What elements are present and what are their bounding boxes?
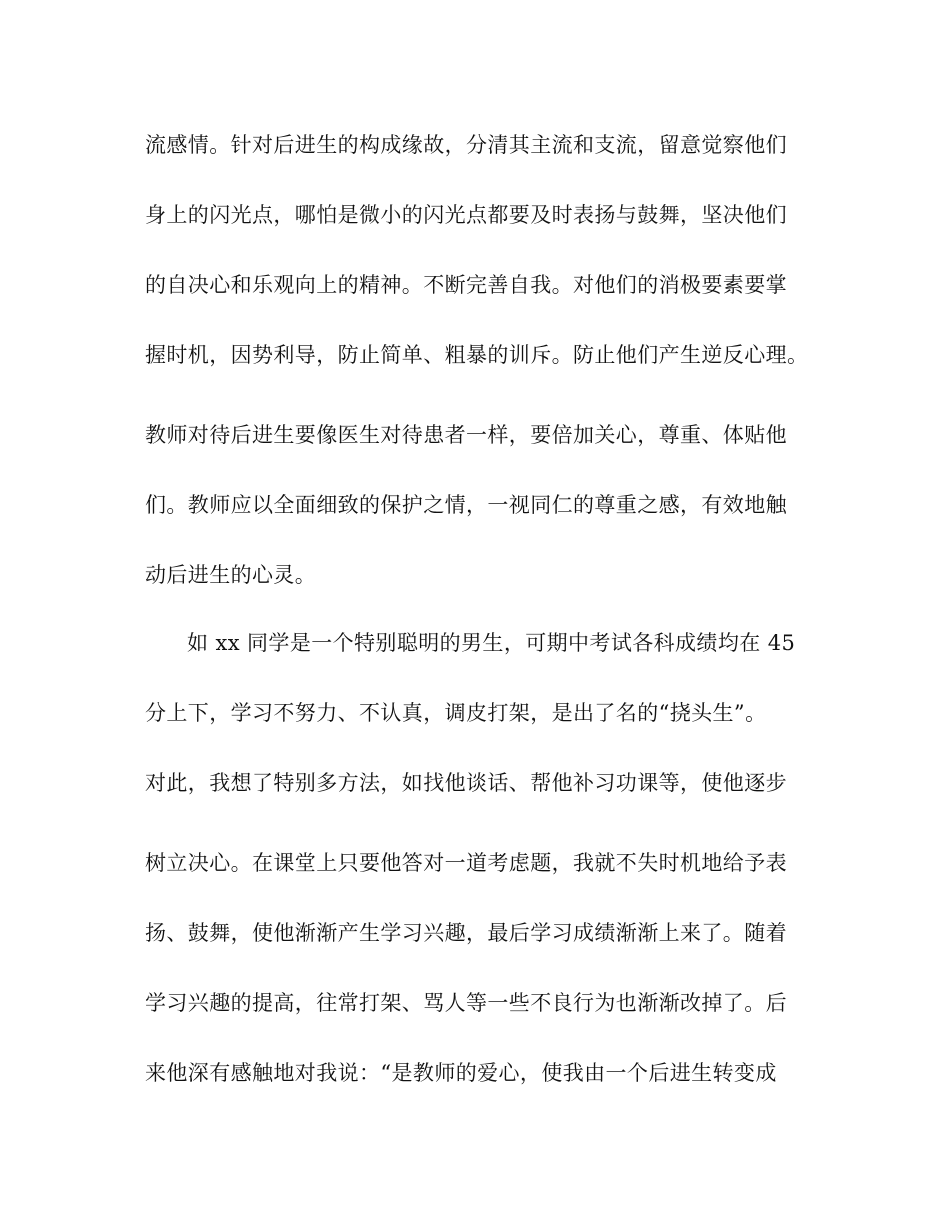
text-line: 身上的闪光点，哪怕是微小的闪光点都要及时表扬与鼓舞，坚决他们	[145, 203, 787, 227]
text-line: 扬、鼓舞，使他渐渐产生学习兴趣，最后学习成绩渐渐上来了。随着	[145, 921, 787, 945]
text-line: 树立决心。在课堂上只要他答对一道考虑题，我就不失时机地给予表	[145, 851, 787, 875]
text-line: 对此，我想了特别多方法，如找他谈话、帮他补习功课等，使他逐步	[145, 771, 787, 795]
text-line: 的自决心和乐观向上的精神。不断完善自我。对他们的消极要素要掌	[145, 273, 787, 297]
text-line: 握时机，因势利导，防止简单、粗暴的训斥。防止他们产生逆反心理。	[145, 343, 809, 367]
text-line: 学习兴趣的提高，往常打架、骂人等一些不良行为也渐渐改掉了。后	[145, 991, 787, 1015]
paragraph-first-line: 如 xx 同学是一个特别聪明的男生，可期中考试各科成绩均在 45	[187, 631, 796, 655]
text-line: 来他深有感触地对我说：“是教师的爱心，使我由一个后进生转变成	[145, 1061, 777, 1085]
text-line: 流感情。针对后进生的构成缘故，分清其主流和支流，留意觉察他们	[145, 133, 787, 157]
text-line: 们。教师应以全面细致的保护之情，一视同仁的尊重之感，有效地触	[145, 493, 787, 517]
text-line: 分上下，学习不努力、不认真，调皮打架，是出了名的“挠头生”。	[145, 701, 767, 725]
text-line: 教师对待后进生要像医生对待患者一样，要倍加关心，尊重、体贴他	[145, 423, 787, 447]
text-line: 动后进生的心灵。	[145, 563, 317, 587]
